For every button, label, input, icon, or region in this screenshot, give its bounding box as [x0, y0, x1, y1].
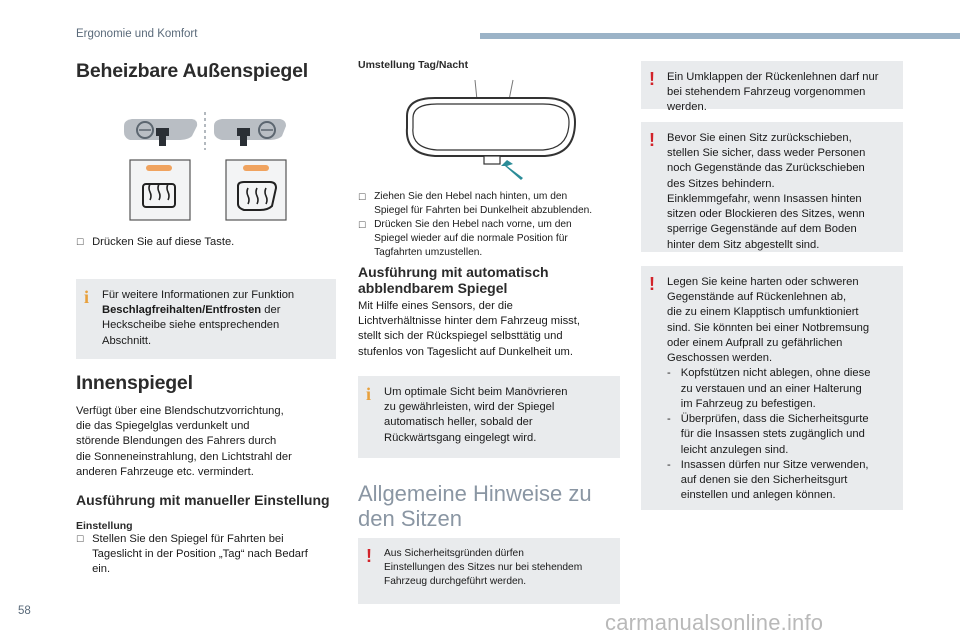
- text-line: Fahrzeug durchgeführt werden.: [384, 576, 527, 588]
- seats-general-title: [358, 481, 620, 532]
- automatic-mirror-title: [358, 264, 620, 296]
- title-line: den Sitzen: [358, 506, 462, 532]
- text-line: Tageslicht in der Position „Tag“ nach Bedarf: [92, 548, 308, 561]
- text-line: stellt sich der Rückspiegel selbsttätig und: [358, 330, 563, 343]
- info-text-bold: Beschlagfreihalten/Entfrosten: [102, 304, 262, 317]
- text-line: störende Blendungen des Fahrers durch: [76, 435, 277, 448]
- warning-box-backrest: [641, 61, 903, 114]
- text-line: Verfügt über eine Blendschutzvorrichtung,: [76, 405, 284, 417]
- watermark: carmanualsonline.info: [605, 610, 824, 635]
- text-line: ein.: [92, 563, 111, 576]
- text-line: Ein Umklappen der Rückenlehnen darf nur: [667, 71, 879, 83]
- text-line: Geschossen werden.: [667, 352, 773, 365]
- text-line: Spiegel wieder auf die normale Position für: [374, 233, 568, 245]
- automatic-mirror-description: [358, 299, 620, 360]
- text-line: anderen Fahrzeuge etc. vermindert.: [76, 465, 254, 478]
- text-line: Bevor Sie einen Sitz zurückschieben,: [667, 132, 852, 144]
- dash-bullet: -: [667, 458, 671, 471]
- interior-mirror-title: Innenspiegel: [76, 372, 193, 394]
- text-line: sitzen oder Blockieren des Sitzes, wenn: [667, 208, 865, 221]
- title-line: abblendbarem Spiegel: [358, 280, 508, 297]
- title-line: Ausführung mit automatisch: [358, 264, 549, 280]
- text-line: leicht anzulegen sind.: [680, 443, 789, 456]
- text-line: Legen Sie keine harten oder schweren: [667, 276, 859, 288]
- text-line: Lichtverhältnisse hinter dem Fahrzeug misst,: [358, 315, 580, 328]
- warning-icon: !: [649, 69, 655, 89]
- text-line: sind. Sie könnten bei einer Notbremsung: [667, 321, 870, 334]
- rearview-mirror-illustration: [395, 78, 585, 186]
- heated-mirrors-title: Beheizbare Außenspiegel: [76, 60, 308, 82]
- warning-icon: !: [649, 130, 655, 150]
- warning-box-loose-objects: [641, 266, 903, 510]
- mirror-figure-caption: Umstellung Tag/Nacht: [358, 59, 469, 71]
- dash-list-item: [667, 412, 893, 458]
- text-line: automatisch heller, sobald der: [384, 416, 533, 429]
- text-line: Insassen dürfen nur Sitze verwenden,: [680, 458, 869, 471]
- lever-arrow-icon: [501, 160, 523, 180]
- text-line: stufenlos von Tageslicht auf Dunkelheit um.: [358, 345, 573, 358]
- checkbox-bullet-icon: ☐: [358, 193, 367, 203]
- dash-list-item: [667, 366, 893, 412]
- left-mirror-icon: [124, 119, 197, 146]
- text-line: Überprüfen, dass die Sicherheitsgurte: [680, 413, 869, 426]
- press-button-text: Drücken Sie auf diese Taste.: [92, 236, 235, 248]
- text-line: zu gewährleisten, wird der Spiegel: [384, 401, 555, 414]
- info-icon: i: [84, 287, 90, 307]
- text-line: einstellen und anlegen können.: [680, 489, 836, 502]
- info-box-defrost: [76, 279, 336, 359]
- text-line: werden.: [667, 101, 707, 114]
- einstellung-instruction: [76, 532, 341, 578]
- text-line: Um optimale Sicht beim Manövrieren: [384, 386, 568, 398]
- text-line: zu verstauen und an einer Halterung: [680, 382, 862, 395]
- text-line: Einklemmgefahr, wenn Insassen hinten: [667, 192, 862, 205]
- press-button-instruction: [76, 235, 336, 250]
- text-line: stellen Sie sicher, dass weder Personen: [667, 147, 866, 160]
- title-line: Allgemeine Hinweise zu: [358, 481, 592, 506]
- manual-mirror-instructions: [358, 190, 620, 260]
- text-line: Ziehen Sie den Hebel nach hinten, um den: [374, 191, 568, 202]
- page-number: 58: [18, 605, 31, 617]
- info-icon: i: [366, 384, 372, 404]
- text-line: Einstellungen des Sitzes nur bei stehendem: [384, 562, 583, 574]
- text-line: Rückwärtsgang eingelegt wird.: [384, 431, 537, 444]
- text-line: Kopfstützen nicht ablegen, ohne diese: [680, 367, 871, 380]
- text-line: die Sonneneinstrahlung, den Lichtstrahl der: [76, 450, 292, 463]
- text-line: Drücken Sie den Hebel nach vorne, um den: [374, 219, 572, 231]
- checkbox-bullet-icon: ☐: [76, 238, 85, 248]
- warning-box-seat-adjust: [358, 538, 620, 604]
- text-line: Spiegel für Fahrten bei Dunkelheit abzublenden.: [374, 205, 593, 217]
- info-text-post: der Heckscheibe siehe entsprechenden Abschnitt.: [102, 304, 281, 347]
- checkbox-bullet-icon: ☐: [76, 535, 85, 545]
- text-line: Tagfahrten umzustellen.: [374, 247, 483, 259]
- dash-bullet: -: [667, 413, 671, 426]
- text-line: im Fahrzeug zu befestigen.: [680, 397, 816, 410]
- rear-defrost-button-icon: [130, 160, 190, 220]
- text-line: Aus Sicherheitsgründen dürfen: [384, 548, 524, 559]
- text-line: hinter dem Sitz abgestellt sind.: [667, 238, 820, 251]
- text-line: sperrige Gegenstände auf dem Boden: [667, 223, 857, 236]
- heated-mirror-button-illustration: [110, 110, 300, 225]
- checkbox-bullet-icon: ☐: [358, 221, 367, 232]
- text-line: noch Gegenstände das Zurückschieben: [667, 162, 865, 175]
- info-box-reverse: [358, 376, 620, 458]
- text-line: bei stehendem Fahrzeug vorgenommen: [667, 86, 866, 99]
- text-line: des Sitzes behindern.: [667, 177, 775, 190]
- warning-icon: !: [649, 274, 655, 294]
- warning-box-seat-back: [641, 122, 903, 252]
- mirror-defrost-button-icon: [226, 160, 286, 220]
- text-line: die zu einem Klapptisch umfunktioniert: [667, 306, 859, 319]
- text-line: oder einem Aufprall zu gefährlichen: [667, 336, 843, 349]
- text-line: Gegenstände auf Rückenlehnen ab,: [667, 291, 847, 304]
- dash-list-item: [667, 458, 893, 504]
- text-line: die das Spiegelglas verdunkelt und: [76, 420, 250, 433]
- manual-adjustment-title: Ausführung mit manueller Einstellung: [76, 492, 330, 508]
- text-line: Stellen Sie den Spiegel für Fahrten bei: [92, 533, 284, 545]
- einstellung-label: Einstellung: [76, 520, 133, 532]
- section-title: Ergonomie und Komfort: [76, 28, 198, 40]
- text-line: Mit Hilfe eines Sensors, der die: [358, 300, 513, 312]
- text-line: auf denen sie den Sicherheitsgurt: [680, 474, 848, 487]
- dash-bullet: -: [667, 367, 671, 380]
- warning-icon: !: [366, 546, 372, 566]
- text-line: für die Insassen stets zugänglich und: [680, 428, 865, 441]
- interior-mirror-description: [76, 404, 338, 480]
- header-accent-bar: [480, 33, 960, 39]
- right-mirror-icon: [214, 119, 286, 146]
- info-text-pre: Für weitere Informationen zur Funktion: [102, 289, 295, 301]
